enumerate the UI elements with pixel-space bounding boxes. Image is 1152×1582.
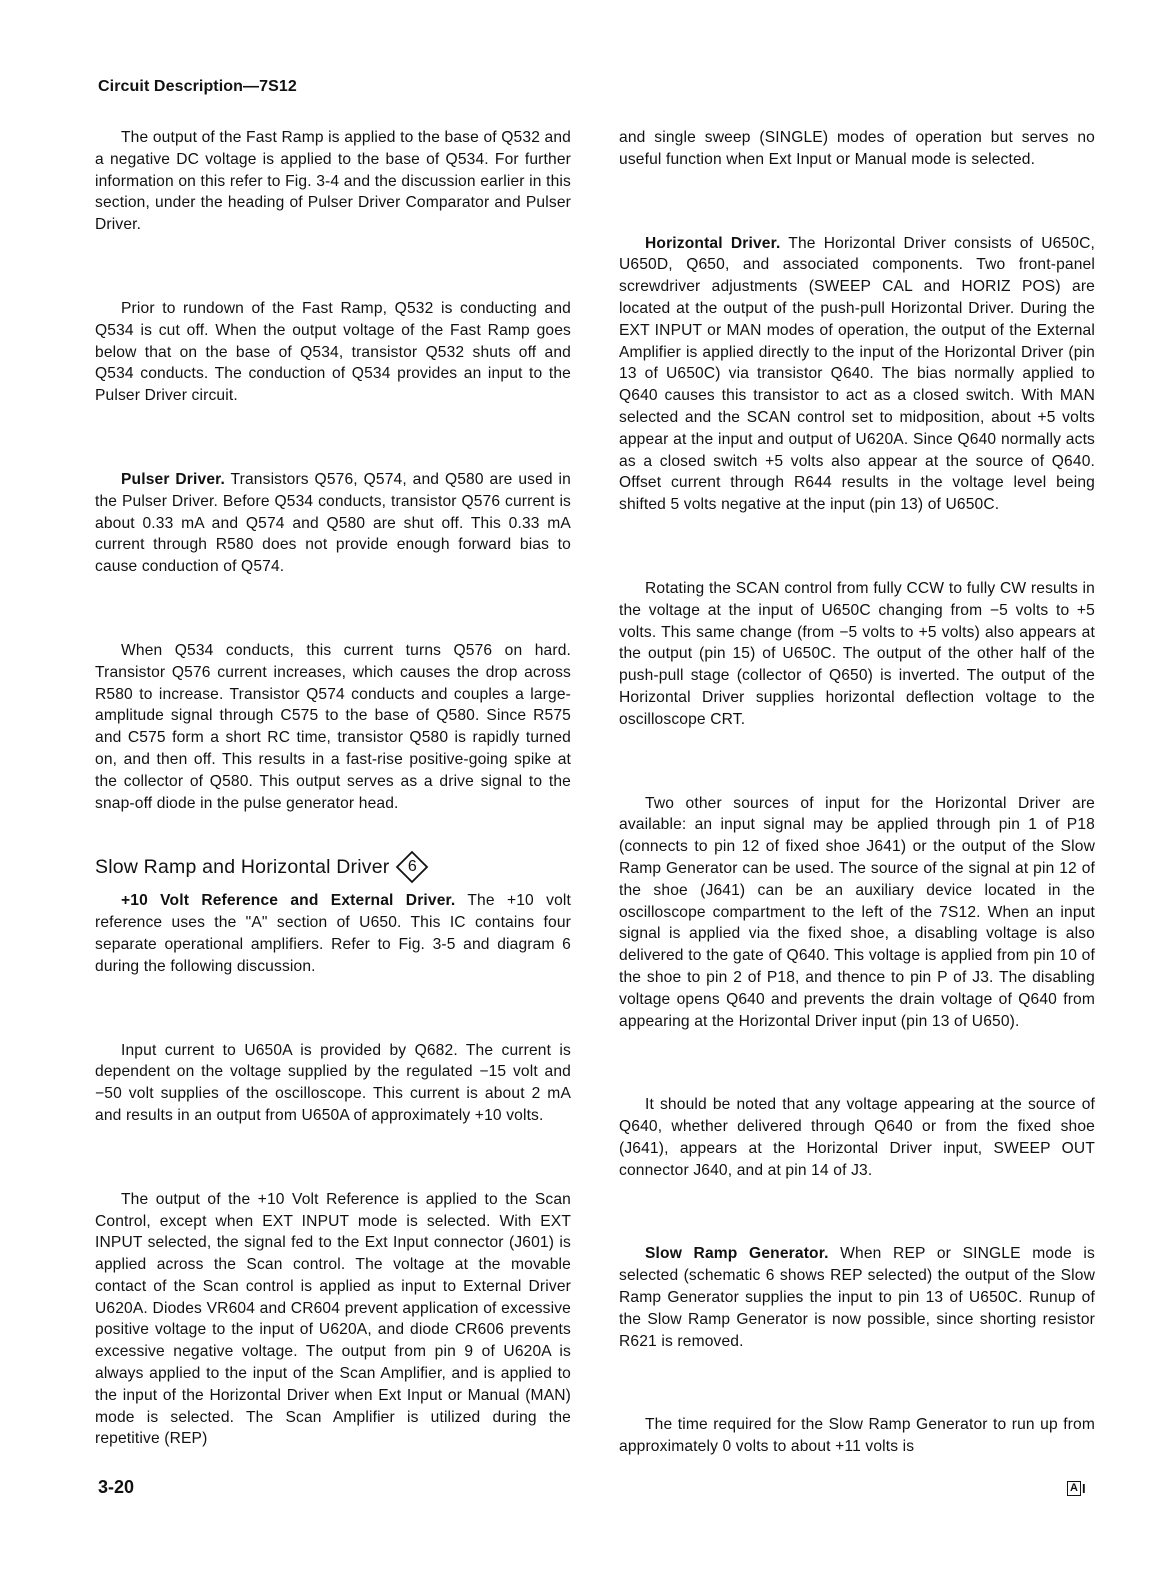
section-heading-text: Slow Ramp and Horizontal Driver [95, 856, 390, 879]
diagram-number: 6 [407, 858, 418, 876]
paragraph-rotating-scan: Rotating the SCAN control from fully CCW to fully CW results in the voltage at the input of U650C changing from −5 volts to +5 volts. This same change (from −5 volts to +5 volts) also appears at the output (pin 15) of U650C. The output of the other half of the push-pull stage (collector of Q650) is inverted. The output of the Horizontal Driver supplies horizontal deflection voltage to the oscilloscope CRT. [619, 579, 1095, 728]
slow-ramp-generator-text: When REP or SINGLE mode is selected (schematic 6 shows REP selected) the output of the Slow Ramp Generator supplies the input to pin 13 of U650C. Runup of the Slow Ramp Generator is now possible, since shorting resistor R621 is removed. [619, 1245, 1095, 1350]
paragraph-input-current: Input current to U650A is provided by Q682. The current is dependent on the voltage supplied by the regulated −15 volt and −50 volt supplies of the oscilloscope. This current is about 2 mA and results in an output from U650A of approximately +10 volts. [95, 1041, 571, 1124]
paragraph-time-required: The time required for the Slow Ramp Generator to run up from approximately 0 volts to about +11 volts is [619, 1416, 1095, 1456]
revision-mark [1067, 1481, 1086, 1496]
paragraph-volt-reference [95, 890, 571, 977]
paragraph-noted: It should be noted that any voltage appearing at the source of Q640, whether delivered through Q640 or from the fixed shoe (J641), appears at the Horizontal Driver input, SWEEP OUT connector J640, and at pin 14 of J3. [619, 1096, 1095, 1179]
paragraph-horizontal-driver [619, 233, 1095, 516]
slow-ramp-generator-heading: Slow Ramp Generator. [645, 1245, 829, 1263]
paragraph-slow-ramp-generator [619, 1243, 1095, 1352]
pulser-driver-heading: Pulser Driver. [121, 470, 225, 488]
diagram-number-badge [395, 850, 429, 884]
volt-reference-text: The +10 volt reference uses the "A" section of U650. This IC contains four separate operational amplifiers. Refer to Fig. 3-5 and diagram 6 during the following discussion. [95, 892, 571, 975]
revision-suffix: I [1082, 1481, 1086, 1496]
horizontal-driver-text: The Horizontal Driver consists of U650C, U650D, Q650, and associated components. Two front-panel screwdriver adjustments (SWEEP CAL and HORIZ POS) are located at the output of the push-pull Horizontal Driver. During the EXT INPUT or MAN modes of operation, the output of the External Amplifier is applied directly to the input of the Horizontal Driver (pin 13 of U650C) via transistor Q640. The bias normally applied to Q640 causes this transistor to act as a closed switch. With MAN selected and the SCAN control set to midposition, about +5 volts appear at the input and output of U620A. Since Q640 normally acts as a closed switch +5 volts also appear at the source of Q640. Offset current through R644 results in the voltage level being shifted 5 volts negative at the input (pin 13) of U650C. [619, 234, 1095, 514]
pulser-driver-text: Transistors Q576, Q574, and Q580 are used in the Pulser Driver. Before Q534 conducts, transistor Q576 current is about 0.33 mA and Q574 and Q580 are shut off. This 0.33 mA current through R580 does not provide enough forward bias to cause conduction of Q574. [95, 470, 571, 576]
horizontal-driver-heading: Horizontal Driver. [645, 234, 781, 252]
paragraph-single-sweep: and single sweep (SINGLE) modes of operation but serves no useful function when Ext Input or Manual mode is selected. [619, 129, 1095, 168]
paragraph-other-sources: Two other sources of input for the Horizontal Driver are available: an input signal may be applied through pin 1 of P18 (connects to pin 12 of fixed shoe J641) or the output of the Slow Ramp Generator can be used. The source of the signal at pin 12 of the shoe (J641) can be an auxiliary device located in the oscilloscope compartment to the left of the 7S12. When an input signal is applied via the fixed shoe, a disabling voltage is also delivered to the gate of Q640. This voltage is applied from pin 10 of the shoe to pin 2 of P18, and thence to pin P of J3. The disabling voltage opens Q640 and prevents the drain voltage of Q640 from appearing at the Horizontal Driver input (pin 13 of U650). [619, 794, 1095, 1030]
left-column [95, 127, 571, 1450]
paragraph-rundown: Prior to rundown of the Fast Ramp, Q532 is conducting and Q534 is cut off. When the output voltage of the Fast Ramp goes below that on the base of Q534, transistor Q532 shuts off and Q534 conducts. The conduction of Q534 provides an input to the Pulser Driver circuit. [95, 299, 571, 405]
page-number: 3-20 [98, 1477, 135, 1497]
volt-reference-heading: +10 Volt Reference and External Driver. [121, 892, 456, 910]
right-column [619, 127, 1095, 1458]
paragraph-pulser-driver [95, 469, 571, 578]
page-header: Circuit Description—7S12 [98, 78, 297, 95]
revision-letter: A [1067, 1481, 1081, 1496]
section-heading [95, 850, 571, 884]
paragraph-q534-conducts: When Q534 conducts, this current turns Q576 on hard. Transistor Q576 current increases, which causes the drop across R580 to increase. Transistor Q574 conducts and couples a large-amplitude signal through C575 to the base of Q580. Since R575 and C575 form a short RC time, transistor Q580 is rapidly turned on, and then off. This results in a fast-rise positive-going spike at the collector of Q580. This output serves as a drive signal to the snap-off diode in the pulse generator head. [95, 641, 571, 812]
paragraph-scan-control: The output of the +10 Volt Reference is applied to the Scan Control, except when EXT INPUT mode is selected. With EXT INPUT selected, the signal fed to the Ext Input connector (J601) is applied across the Scan control. The voltage at the movable contact of the Scan control is applied as input to External Driver U620A. Diodes VR604 and CR604 prevent application of excessive positive voltage to the input of U620A, and diode CR606 prevents excessive negative voltage. The output from pin 9 of U620A is always applied to the input of the Scan Amplifier, and is applied to the input of the Horizontal Driver when Ext Input or Manual (MAN) mode is selected. The Scan Amplifier is utilized during the repetitive (REP) [95, 1190, 571, 1448]
paragraph-fast-ramp-output: The output of the Fast Ramp is applied to the base of Q532 and a negative DC voltage is applied to the base of Q534. For further information on this refer to Fig. 3-4 and the discussion earlier in this section, under the heading of Pulser Driver Comparator and Pulser Driver. [95, 129, 571, 234]
